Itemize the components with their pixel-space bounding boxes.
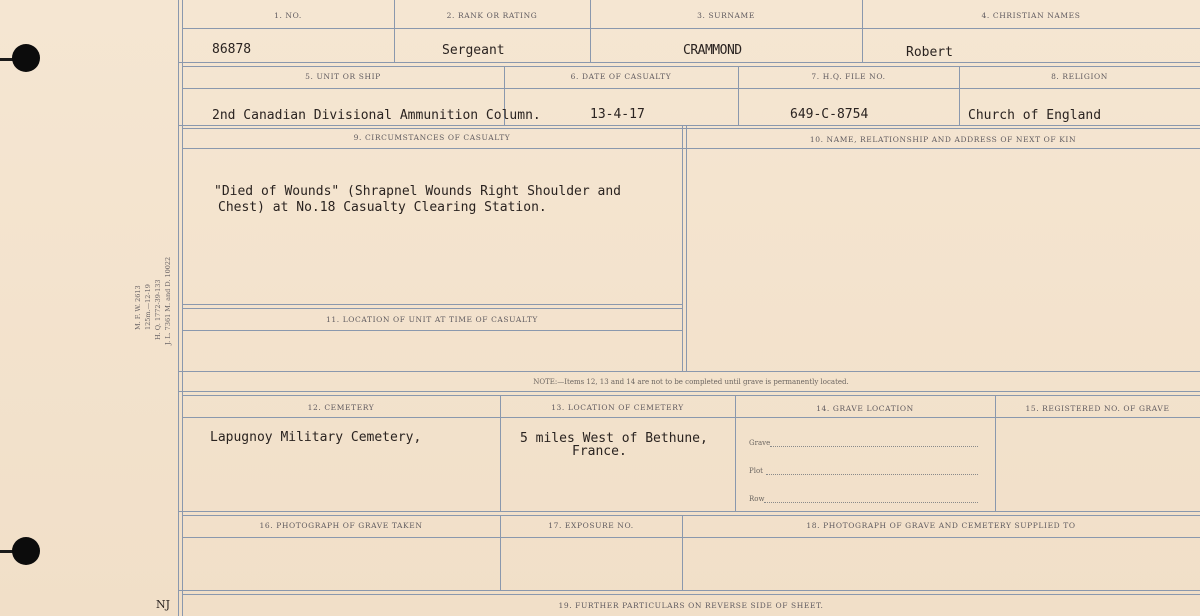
religion-value: Church of England — [968, 108, 1102, 123]
loc-unit-top-line-2 — [182, 308, 682, 309]
cemetery-header-line — [182, 417, 1200, 418]
no-label: 1. NO. — [274, 11, 302, 20]
photo-top-line — [182, 515, 1200, 516]
cemetery-div1 — [500, 395, 501, 511]
punch-hole-top — [12, 44, 40, 72]
cemetery-bottom-line — [178, 511, 1200, 512]
cemetery-location-line2: France. — [572, 444, 627, 459]
circumstances-line2: Chest) at No.18 Casualty Clearing Station. — [218, 200, 547, 215]
grave-dotted-line — [770, 446, 978, 447]
row1-div2 — [590, 0, 591, 62]
circumstances-label: 9. CIRCUMSTANCES OF CASUALTY — [353, 133, 511, 142]
date-of-casualty-value: 13-4-17 — [590, 107, 645, 122]
grave-field-label: Grave — [749, 439, 771, 447]
circumstances-line1: "Died of Wounds" (Shrapnel Wounds Right Shoulder and — [214, 184, 621, 199]
hq-file-value: 649-C-8754 — [790, 107, 869, 122]
row3-top-line — [182, 128, 1200, 129]
row1-header-line — [182, 28, 1200, 29]
row3-header-line — [182, 148, 1200, 149]
cemetery-value: Lapugnoy Military Cemetery, — [210, 430, 422, 445]
note-bottom-line — [178, 391, 1200, 392]
location-of-unit-label: 11. LOCATION OF UNIT AT TIME OF CASUALTY — [326, 315, 538, 324]
form-number-side-text-4: J. L. 7361 M. and D. 10022 — [164, 256, 172, 345]
cemetery-label: 12. CEMETERY — [307, 403, 375, 412]
row1-div1 — [394, 0, 395, 62]
form-number-side-text-2: 125m.—12-19 — [144, 284, 152, 330]
next-of-kin-label: 10. NAME, RELATIONSHIP AND ADDRESS OF NEXT OF KIN — [809, 135, 1077, 144]
photo-supplied-label: 18. PHOTOGRAPH OF GRAVE AND CEMETERY SUPPLIED TO — [806, 521, 1076, 530]
grave-location-label: 14. GRAVE LOCATION — [816, 404, 914, 413]
frame-left-outer — [178, 0, 179, 616]
unit-value: 2nd Canadian Divisional Ammunition Column. — [212, 108, 541, 123]
exposure-no-label: 17. EXPOSURE NO. — [548, 521, 634, 530]
no-value: 86878 — [212, 42, 252, 57]
unit-label: 5. UNIT OR SHIP — [305, 72, 381, 81]
rank-value: Sergeant — [442, 43, 505, 58]
punch-hole-bottom — [12, 537, 40, 565]
row2-bottom-line — [178, 125, 1200, 126]
row3-div-outer — [682, 125, 683, 371]
loc-unit-top-line — [182, 304, 682, 305]
loc-unit-header-line — [182, 330, 682, 331]
hq-file-label: 7. H.Q. FILE NO. — [811, 72, 886, 81]
surname-label: 3. SURNAME — [697, 11, 755, 20]
religion-label: 8. RELIGION — [1051, 72, 1108, 81]
rank-label: 2. RANK OR RATING — [446, 11, 538, 20]
surname-value: CRAMMOND — [683, 43, 742, 58]
cemetery-location-line1: 5 miles West of Bethune, — [520, 431, 708, 446]
cemetery-top-line — [182, 395, 1200, 396]
row1-div3 — [862, 0, 863, 62]
registered-no-label: 15. REGISTERED NO. OF GRAVE — [1025, 404, 1170, 413]
note-top-line — [178, 371, 1200, 372]
plot-field-label: Plot — [749, 467, 763, 475]
form-number-side-text: M. F. W. 2613 — [134, 285, 142, 330]
form-number-side-text-3: H. Q. 1772-39-133 — [154, 279, 162, 340]
row2-top-line — [182, 66, 1200, 67]
row-dotted-line — [764, 502, 978, 503]
row3-div-inner — [686, 125, 687, 371]
photo-taken-label: 16. PHOTOGRAPH OF GRAVE TAKEN — [259, 521, 423, 530]
corner-mark: NJ — [156, 598, 171, 611]
row1-bottom-line — [178, 62, 1200, 63]
photo-bottom-line — [178, 590, 1200, 591]
row-field-label: Row — [749, 495, 765, 503]
further-particulars-label: 19. FURTHER PARTICULARS ON REVERSE SIDE OF SHEET. — [558, 601, 824, 610]
row2-header-line — [182, 88, 1200, 89]
plot-dotted-line — [766, 474, 978, 475]
further-top-line — [182, 594, 1200, 595]
date-of-casualty-label: 6. DATE OF CASUALTY — [570, 72, 672, 81]
christian-names-label: 4. CHRISTIAN NAMES — [981, 11, 1081, 20]
photo-header-line — [182, 537, 1200, 538]
note-text: NOTE:—Items 12, 13 and 14 are not to be completed until grave is permanently located. — [533, 378, 849, 386]
christian-names-value: Robert — [906, 45, 953, 60]
cemetery-location-label: 13. LOCATION OF CEMETERY — [551, 403, 684, 412]
